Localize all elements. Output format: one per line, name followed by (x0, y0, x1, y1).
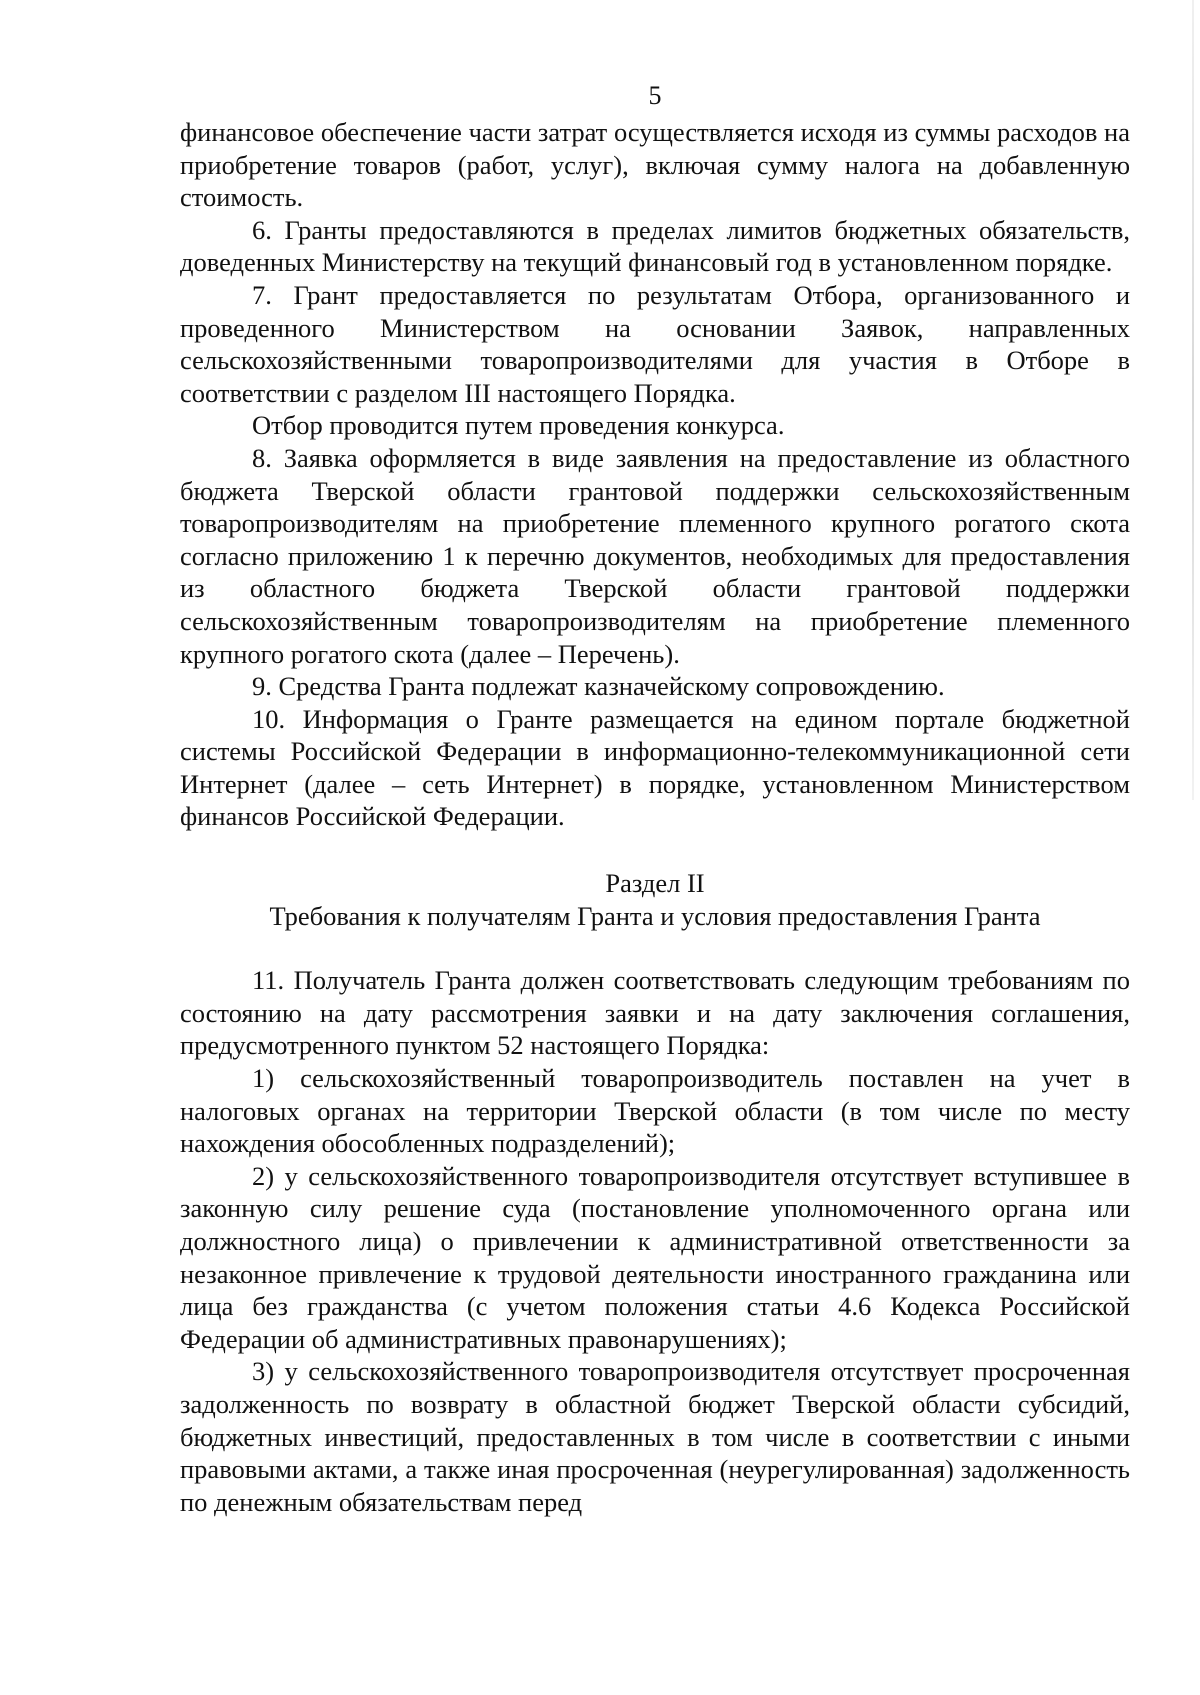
paragraph-subitem-1: 1) сельскохозяйственный товаропроизводитель поставлен на учет в налоговых органах на территории Тверской области (в том числе по месту нахождения обособленных подразделений); (180, 1063, 1130, 1159)
paragraph-subitem-3: 3) у сельскохозяйственного товаропроизводителя отсутствует просроченная задолженность по возврату в областной бюджет Тверской области субсидий, бюджетных инвестиций, предоставленных в том числе в соответствии с иными правовыми актами, а также иная просроченная (неурегулированная) задолженность по денежным обязательствам перед (180, 1356, 1130, 1517)
paragraph-continuation: финансовое обеспечение части затрат осуществляется исходя из суммы расходов на приобретение товаров (работ, услуг), включая сумму налога на добавленную стоимость. (180, 117, 1130, 213)
paragraph-item-8: 8. Заявка оформляется в виде заявления на предоставление из областного бюджета Тверской области грантовой поддержки сельскохозяйственным товаропроизводителям на приобретение племенного крупного рогатого скота согласно приложению 1 к перечню документов, необходимых для предоставления из областного бюджета Тверской области грантовой поддержки сельскохозяйственным товаропроизводителям на приобретение племенного крупного рогатого скота (далее – Перечень). (180, 442, 1130, 669)
scan-edge-decoration (1192, 0, 1194, 800)
paragraph-selection-method: Отбор проводится путем проведения конкурса. (252, 410, 785, 441)
paragraph-item-6: 6. Гранты предоставляются в пределах лимитов бюджетных обязательств, доведенных Министерству на текущий финансовый год в установленном порядке. (180, 214, 1130, 278)
section-title: Требования к получателям Гранта и условия предоставления Гранта (269, 900, 1041, 931)
page-number: 5 (648, 81, 662, 110)
paragraph-item-11: 11. Получатель Гранта должен соответствовать следующим требованиям по состоянию на дату рассмотрения заявки и на дату заключения соглашения, предусмотренного пунктом 52 настоящего Порядка: (180, 965, 1130, 1061)
paragraph-item-10: 10. Информация о Гранте размещается на едином портале бюджетной системы Российской Федерации в информационно-телекоммуникационной сети Интернет (далее – сеть Интернет) в порядке, установленном Министерством финансов Российской Федерации. (180, 703, 1130, 832)
paragraph-item-7: 7. Грант предоставляется по результатам Отбора, организованного и проведенного Министерством на основании Заявок, направленных сельскохозяйственными товаропроизводителями для участия в Отборе в соответствии с разделом III настоящего Порядка. (180, 279, 1130, 408)
section-label: Раздел II (605, 868, 705, 899)
paragraph-item-9: 9. Средства Гранта подлежат казначейскому сопровождению. (252, 671, 945, 702)
paragraph-subitem-2: 2) у сельскохозяйственного товаропроизводителя отсутствует вступившее в законную силу решение суда (постановление уполномоченного органа или должностного лица) о привлечении к административной ответственности за незаконное привлечение к трудовой деятельности иностранного гражданина или лица без гражданства (с учетом положения статьи 4.6 Кодекса Российской Федерации об административных правонарушениях); (180, 1160, 1130, 1354)
